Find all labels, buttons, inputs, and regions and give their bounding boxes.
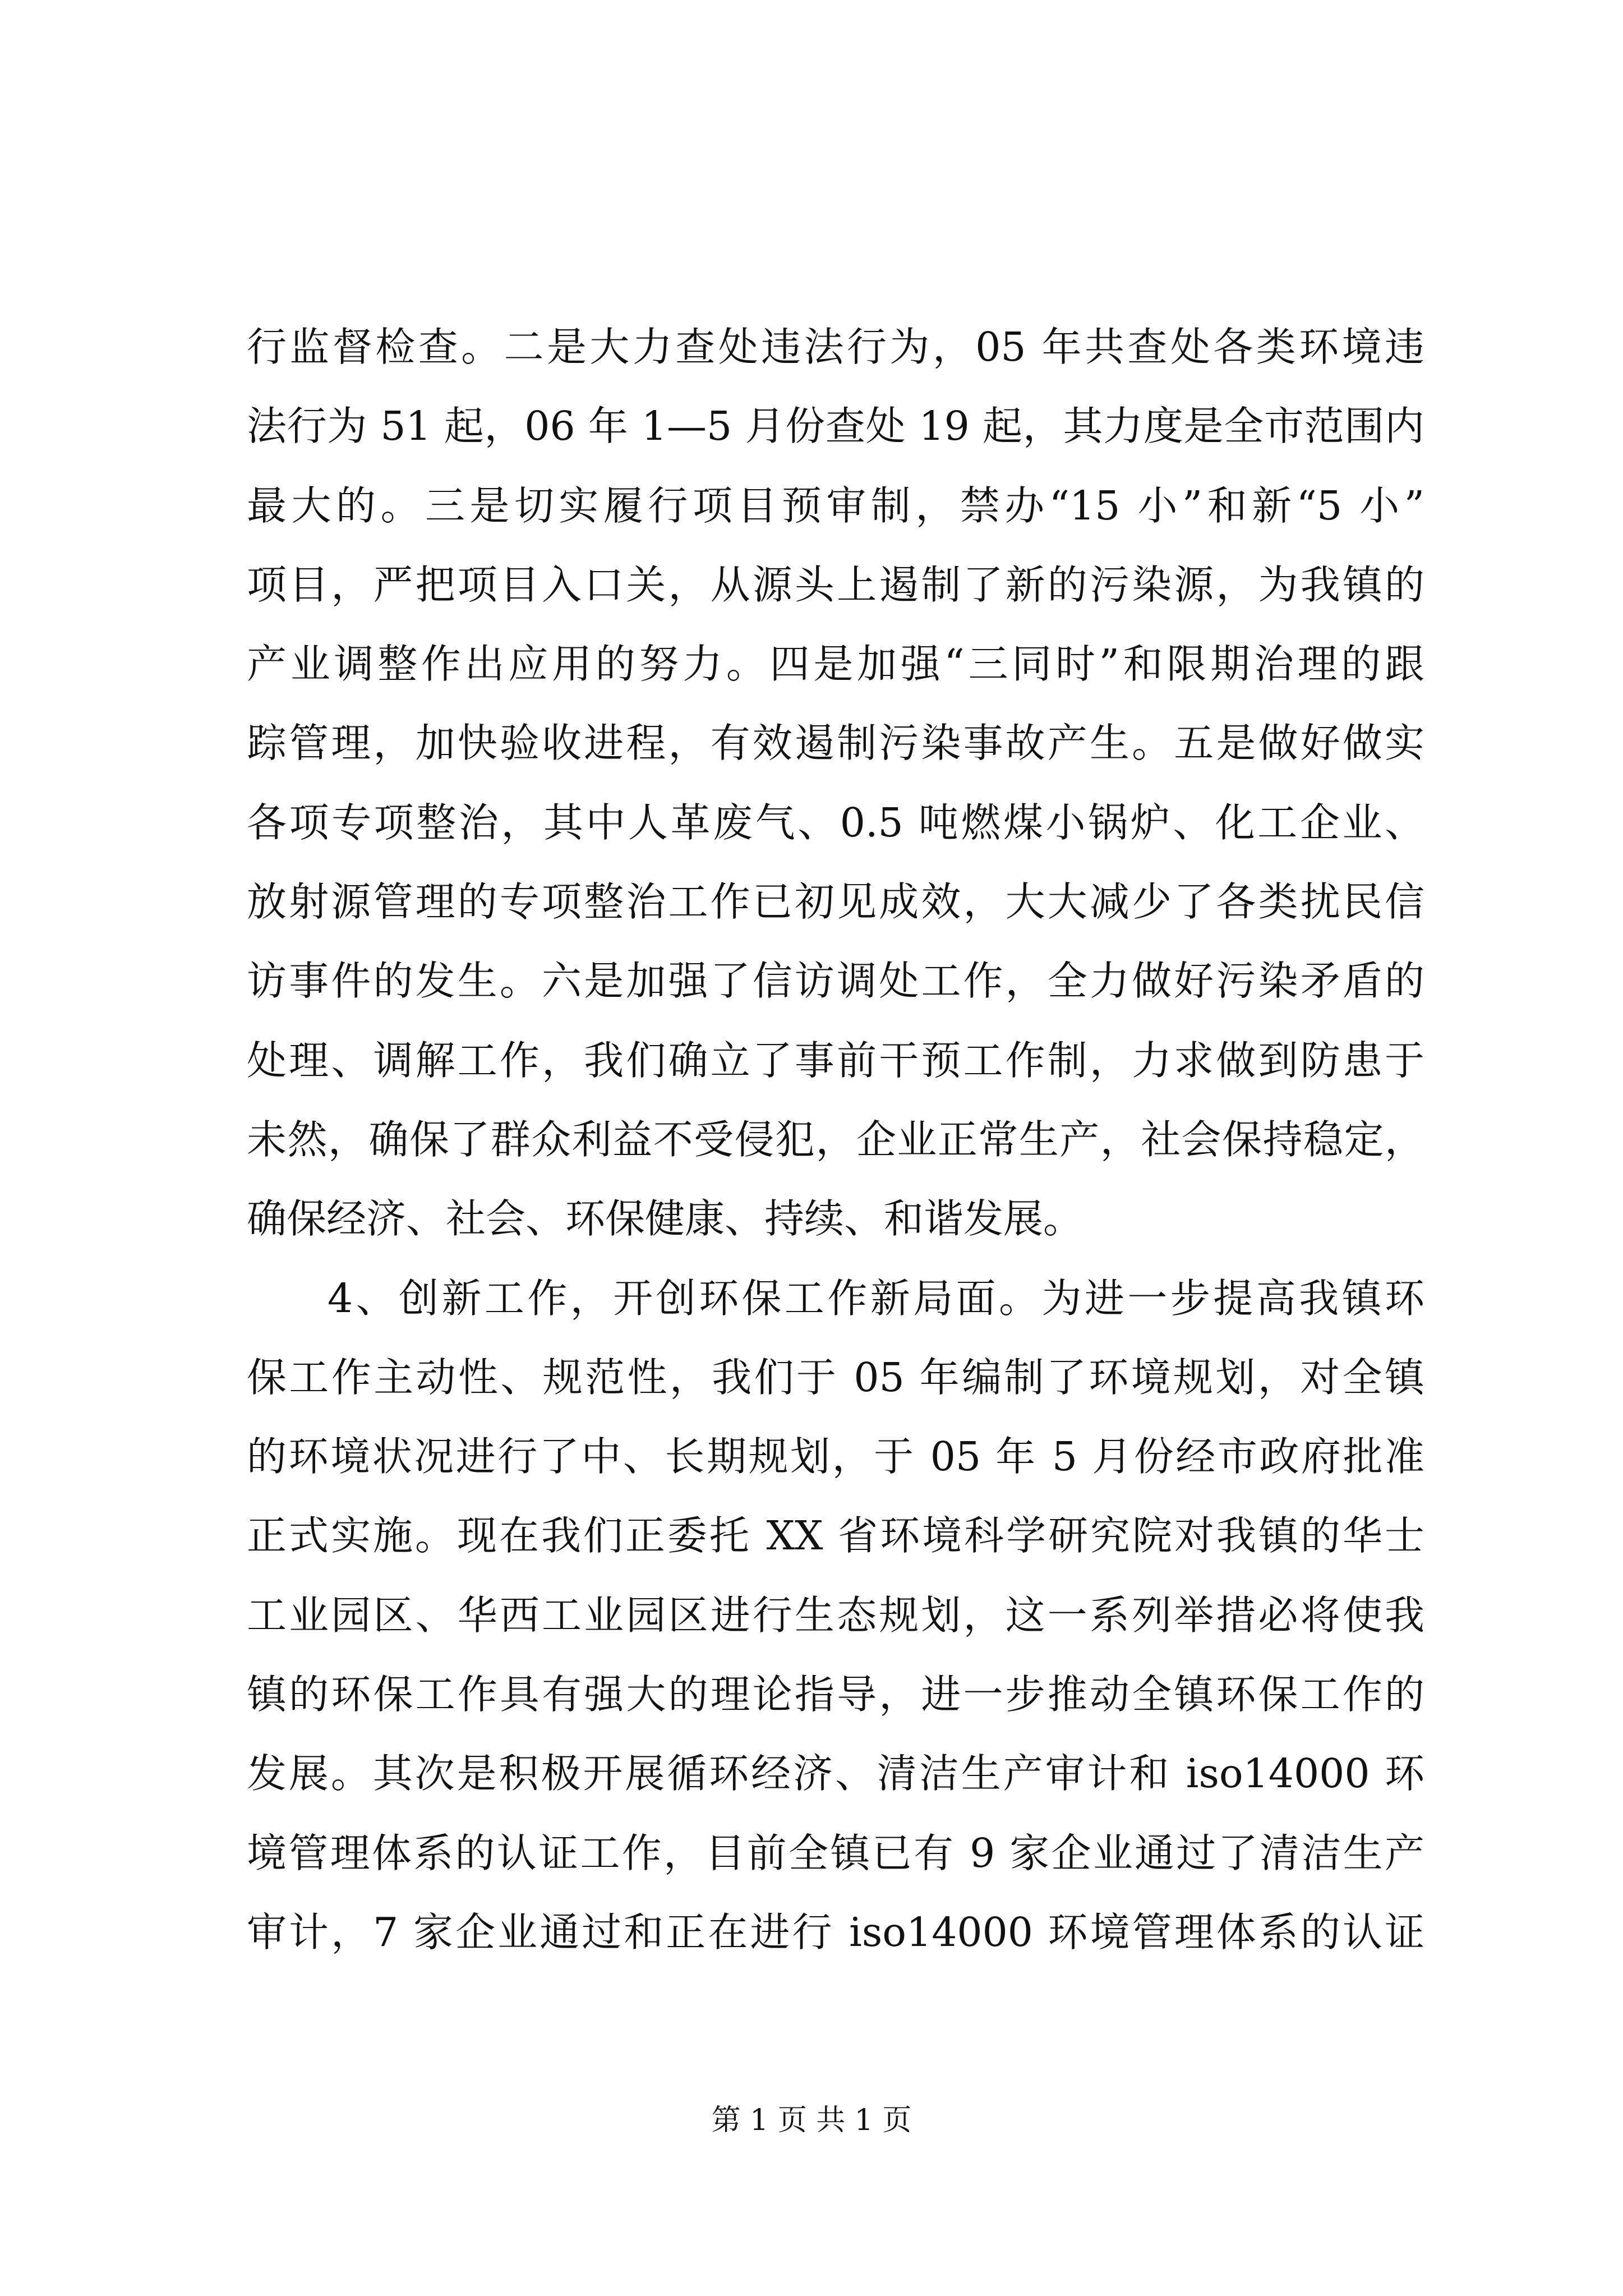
text-line: 镇的环保工作具有强大的理论指导，进一步推动全镇环保工作的: [247, 1671, 1424, 1718]
text-line: 正式实施。现在我们正委托 XX 省环境科学研究院对我镇的华士: [247, 1512, 1424, 1559]
text-line: 处理、调解工作，我们确立了事前干预工作制，力求做到防患于: [247, 1037, 1424, 1084]
text-line: 行监督检查。二是大力查处违法行为，05 年共查处各类环境违: [247, 324, 1424, 370]
text-line: 放射源管理的专项整治工作已初见成效，大大减少了各类扰民信: [247, 878, 1424, 926]
text-line: 最大的。三是切实履行项目预审制，禁办“15 小”和新“5 小”: [247, 482, 1424, 529]
text-line: 踪管理，加快验收进程，有效遏制污染事故产生。五是做好做实: [247, 720, 1424, 767]
text-line: 各项专项整治，其中人革废气、0.5 吨燃煤小锅炉、化工企业、: [247, 799, 1424, 846]
text-line: 境管理体系的认证工作，目前全镇已有 9 家企业通过了清洁生产: [247, 1829, 1424, 1876]
text-line: 访事件的发生。六是加强了信访调处工作，全力做好污染矛盾的: [247, 958, 1424, 1005]
text-line: 审计，7 家企业通过和正在进行 iso14000 环境管理体系的认证: [247, 1908, 1424, 1955]
text-line: 发展。其次是积极开展循环经济、清洁生产审计和 iso14000 环: [247, 1750, 1424, 1797]
text-line: 的环境状况进行了中、长期规划，于 05 年 5 月份经市政府批准: [247, 1433, 1424, 1480]
page-number-footer: 第 1 页 共 1 页: [711, 2104, 912, 2137]
text-line: 法行为 51 起，06 年 1—5 月份查处 19 起，其力度是全市范围内: [247, 403, 1424, 450]
text-line: 工业园区、华西工业园区进行生态规划，这一系列举措必将使我: [247, 1591, 1424, 1639]
text-line-paragraph-start: 4、创新工作，开创环保工作新局面。为进一步提高我镇环: [328, 1274, 1424, 1322]
text-line: 保工作主动性、规范性，我们于 05 年编制了环境规划，对全镇: [247, 1354, 1424, 1401]
text-line: 项目，严把项目入口关，从源头上遏制了新的污染源，为我镇的: [247, 561, 1424, 608]
text-line: 确保经济、社会、环保健康、持续、和谐发展。: [247, 1195, 1083, 1243]
body-text: [247, 307, 1424, 1972]
text-line: 产业调整作出应用的努力。四是加强“三同时”和限期治理的跟: [247, 641, 1424, 688]
text-line: 未然，确保了群众利益不受侵犯，企业正常生产，社会保持稳定，: [247, 1116, 1424, 1163]
